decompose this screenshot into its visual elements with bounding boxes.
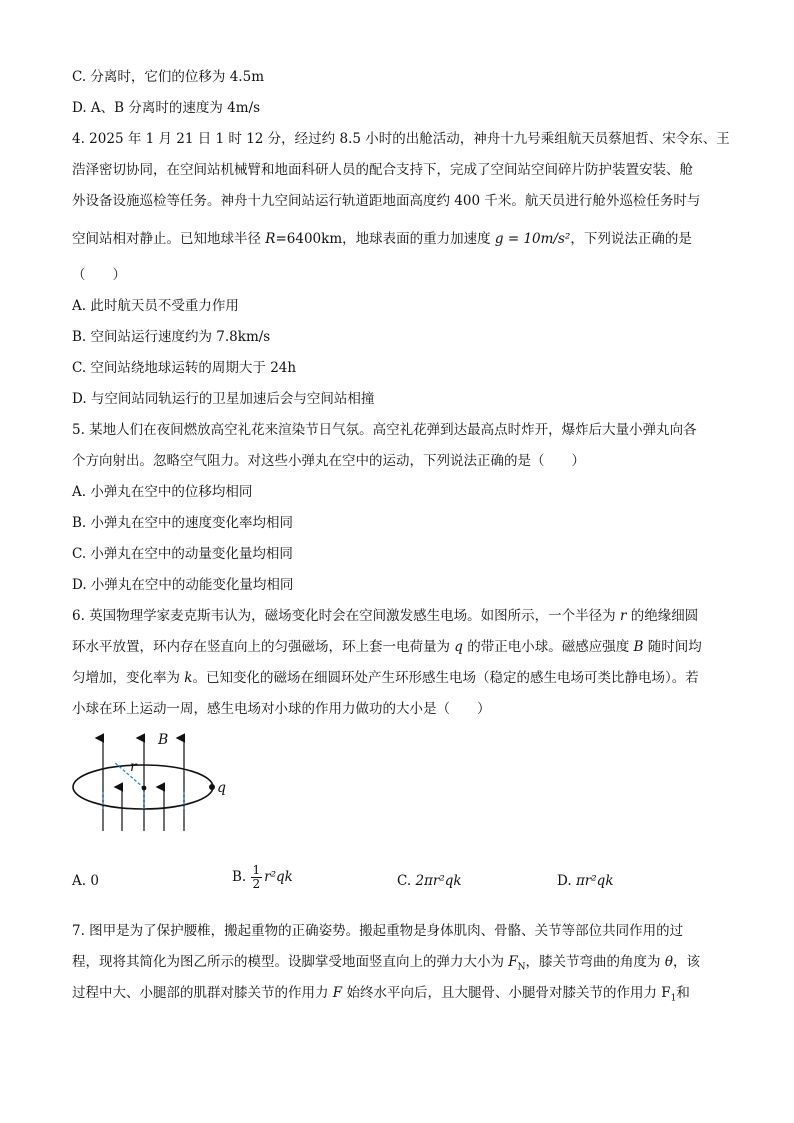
var-q: q <box>454 639 463 655</box>
q7-text: 和 <box>676 985 690 1001</box>
q6-text: 匀增加，变化率为 <box>72 670 185 686</box>
subscript-1: 1 <box>670 993 677 1004</box>
var-F: F <box>508 954 518 970</box>
charged-ball <box>209 784 215 790</box>
q6-option-d <box>557 873 614 889</box>
q6-option-b <box>232 864 293 891</box>
q4-stem-line-3: 外设备设施巡检等任务。神舟十九空间站运行轨道距地面高度约 400 千米。航天员进行舱外巡检任务时与 <box>72 193 701 209</box>
option-label: C. <box>397 873 412 889</box>
subscript-N: N <box>517 962 526 973</box>
option-label: D. <box>557 873 572 889</box>
var-B: B <box>633 639 644 655</box>
q6-text: 的绝缘细圆 <box>626 608 699 624</box>
q5-stem-line-2: 个方向射出。忽略空气阻力。对这些小弹丸在空中的运动，下列说法正确的是（ ） <box>72 453 585 469</box>
q6-stem-line-3 <box>72 669 699 687</box>
label-B: B <box>158 732 169 748</box>
q6-option-a: A. 0 <box>72 873 99 889</box>
q6-text: 环水平放置，环内存在竖直向上的匀强磁场，环上套一电荷量为 <box>72 639 455 655</box>
q6-text: 随时间均 <box>643 639 702 655</box>
option-label: B. <box>232 869 247 885</box>
q4-stem-line-2: 浩泽密切协同，在空间站机械臂和地面科研人员的配合支持下，完成了空间站空间碎片防护装置安装、舱 <box>72 162 693 178</box>
ring-center-dot <box>142 786 147 791</box>
q7-stem-line-3 <box>72 984 690 1008</box>
q5-option-b: B. 小弹丸在空中的速度变化率均相同 <box>72 515 294 531</box>
var-r: r <box>619 608 627 624</box>
q6-text: 。已知变化的磁场在细圆环处产生环形感生电场（稳定的感生电场可类比静电场）。若 <box>192 670 699 686</box>
q4-stem-line-4 <box>72 230 692 248</box>
q7-text: 过程中大、小腿部的肌群对膝关节的作用力 <box>72 985 333 1001</box>
q4-text: =6400km，地球表面的重力加速度 <box>275 231 495 247</box>
q5-option-a: A. 小弹丸在空中的位移均相同 <box>72 484 253 500</box>
q5-option-c: C. 小弹丸在空中的动量变化量均相同 <box>72 546 293 562</box>
q7-text: 程，现将其简化为图乙所示的模型。设脚掌受地面竖直向上的弹力大小为 <box>72 954 509 970</box>
q3-option-d: D. A、B 分离时的速度为 4m/s <box>72 100 261 116</box>
q5-option-d: D. 小弹丸在空中的动能变化量均相同 <box>72 577 294 593</box>
q5-stem-line-1: 5. 某地人们在夜间燃放高空礼花来渲染节日气氛。高空礼花弹到达最高点时炸开，爆炸后大量小弹丸向各 <box>72 422 697 438</box>
option-d-expr: πr²qk <box>575 873 614 889</box>
q4-option-d: D. 与空间站同轨运行的卫星加速后会与空间站相撞 <box>72 391 375 407</box>
magnetic-ring-figure <box>60 725 240 843</box>
q4-text: ，下列说法正确的是 <box>570 231 692 247</box>
q4-option-a: A. 此时航天员不受重力作用 <box>72 298 239 314</box>
gravity-equation: g = 10m/s² <box>494 231 571 247</box>
var-F: F <box>332 985 343 1001</box>
q6-stem-line-2 <box>72 638 702 656</box>
var-theta: θ <box>664 954 673 970</box>
q7-text: ，膝关节弯曲的角度为 <box>525 954 665 970</box>
q7-stem-line-1: 7. 图甲是为了保护腰椎，搬起重物的正确姿势。搬起重物是身体肌肉、骨骼、关节等部位共同作用的过 <box>72 923 684 939</box>
option-c-expr: 2πr²qk <box>415 873 462 889</box>
q6-stem-line-1 <box>72 607 698 625</box>
q4-option-b: B. 空间站运行速度约为 7.8km/s <box>72 329 271 345</box>
one-half-fraction: $\frac{1}{2}$ <box>252 863 261 891</box>
label-r: r <box>130 759 137 775</box>
q6-text: 6. 英国物理学家麦克斯韦认为，磁场变化时会在空间激发感生电场。如图所示，一个半径为 <box>72 608 620 624</box>
q6-option-c <box>397 873 462 889</box>
var-R: R <box>265 231 276 247</box>
q7-text: 始终水平向后，且大腿骨、小腿骨对膝关节的作用力 F <box>342 985 671 1001</box>
q6-text: 的带正电小球。磁感应强度 <box>462 639 634 655</box>
q7-text: ，该 <box>672 954 700 970</box>
q4-option-c: C. 空间站绕地球运转的周期大于 24h <box>72 360 297 376</box>
q7-stem-line-2 <box>72 953 700 977</box>
q3-option-c: C. 分离时，它们的位移为 4.5m <box>72 69 264 85</box>
option-b-expr: r²qk <box>264 869 293 885</box>
q4-answer-blank: （ ） <box>72 267 126 283</box>
var-k: k <box>184 670 193 686</box>
q6-stem-line-4: 小球在环上运动一周，感生电场对小球的作用力做功的大小是（ ） <box>72 701 491 717</box>
q4-stem-line-1: 4. 2025 年 1 月 21 日 1 时 12 分，经过约 8.5 小时的出舱活动，神舟十九号乘组航天员蔡旭哲、宋令东、王 <box>72 131 730 147</box>
q4-text: 空间站相对静止。已知地球半径 <box>72 231 266 247</box>
label-q: q <box>217 780 226 796</box>
